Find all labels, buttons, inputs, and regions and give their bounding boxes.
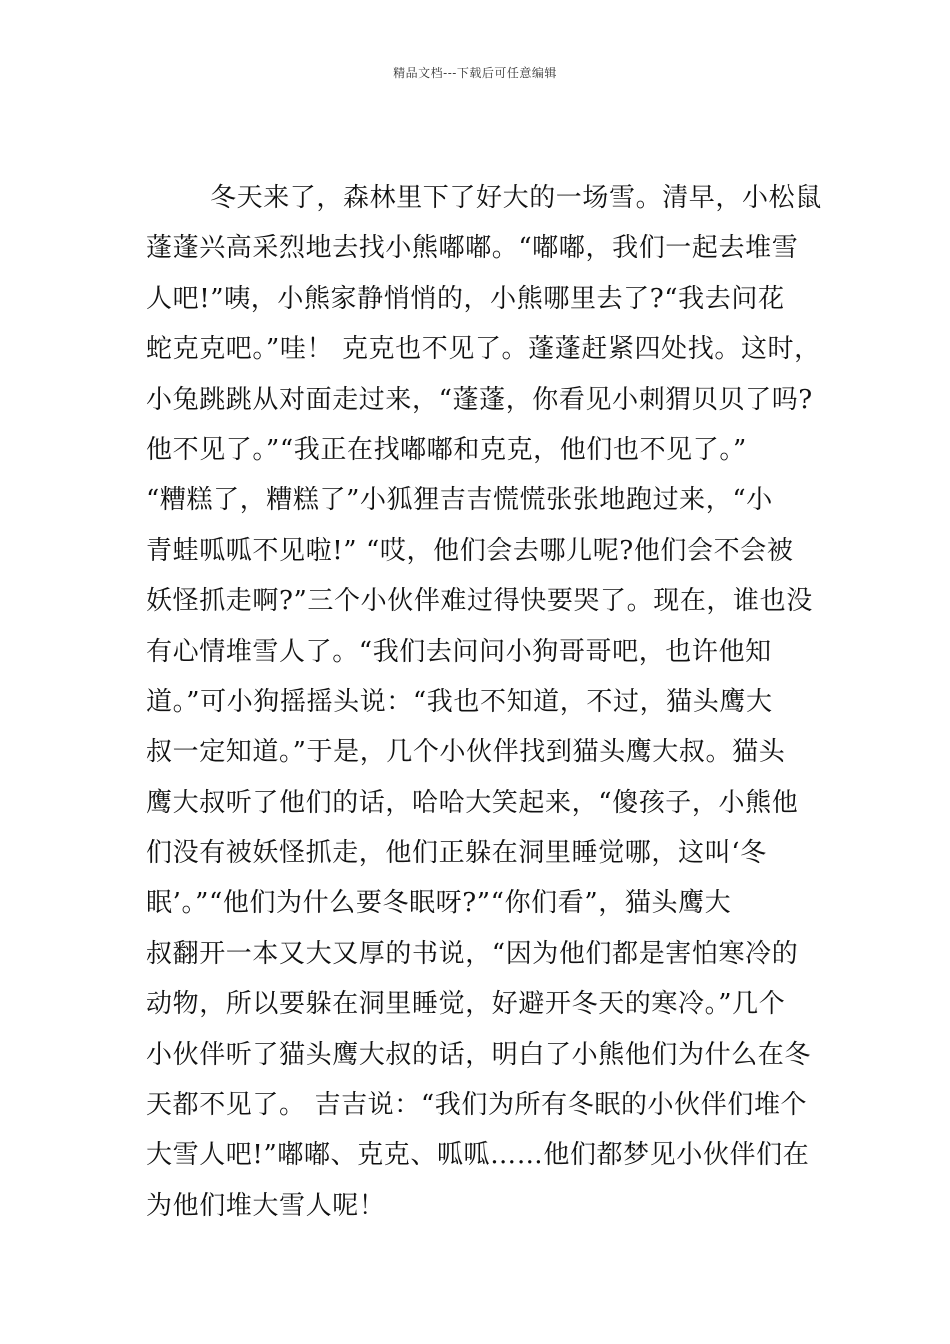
text-line: 天都不见了。 吉吉说：“我们为所有冬眠的小伙伴们堆个: [146, 1090, 808, 1121]
page-header: 精品文档---下载后可任意编辑: [393, 66, 557, 80]
text-line: 蛇克克吧。”哇！ 克克也不见了。蓬蓬赶紧四处找。这时，: [146, 334, 821, 365]
text-line: 有心情堆雪人了。“我们去问问小狗哥哥吧，也许他知: [146, 636, 772, 667]
text-line: 人吧!”咦，小熊家静悄悄的，小熊哪里去了?“我去问花: [146, 283, 785, 314]
text-line: 叔一定知道。”于是，几个小伙伴找到猫头鹰大叔。猫头: [146, 737, 786, 768]
text-line: 小兔跳跳从对面走过来，“蓬蓬，你看见小刺猬贝贝了吗?: [146, 384, 813, 415]
text-line: 眠’。”“他们为什么要冬眠呀?”“你们看”，猫头鹰大: [146, 888, 732, 919]
text-line: 大雪人吧!”嘟嘟、克克、呱呱……他们都梦见小伙伴们在: [146, 1140, 810, 1171]
text-line: 道。”可小狗摇摇头说：“我也不知道，不过，猫头鹰大: [146, 686, 773, 717]
text-line: 动物，所以要躲在洞里睡觉，好避开冬天的寒冷。”几个: [146, 989, 786, 1020]
text-line: 为他们堆大雪人呢！: [146, 1190, 386, 1221]
text-line: 小伙伴听了猫头鹰大叔的话，明白了小熊他们为什么在冬: [146, 1039, 812, 1070]
text-line: 鹰大叔听了他们的话，哈哈大笑起来，“傻孩子，小熊他: [146, 787, 799, 818]
text-line: 他不见了。”“我正在找嘟嘟和克克，他们也不见了。”: [146, 434, 747, 465]
text-line: 们没有被妖怪抓走，他们正躲在洞里睡觉哪，这叫‘冬: [146, 838, 767, 869]
text-line: 冬天来了，森林里下了好大的一场雪。清早，小松鼠: [210, 183, 822, 213]
text-line: 叔翻开一本又大又厚的书说，“因为他们都是害怕寒冷的: [146, 938, 799, 969]
story-paragraph: [146, 173, 822, 1231]
text-line: “糟糕了，糟糕了”小狐狸吉吉慌慌张张地跑过来，“小: [146, 485, 773, 516]
text-line: 妖怪抓走啊?”三个小伙伴难过得快要哭了。现在，谁也没: [146, 586, 813, 617]
text-line: 青蛙呱呱不见啦!” “哎，他们会去哪儿呢?他们会不会被: [146, 535, 794, 566]
text-line: 蓬蓬兴高采烈地去找小熊嘟嘟。“嘟嘟，我们一起去堆雪: [146, 233, 799, 264]
